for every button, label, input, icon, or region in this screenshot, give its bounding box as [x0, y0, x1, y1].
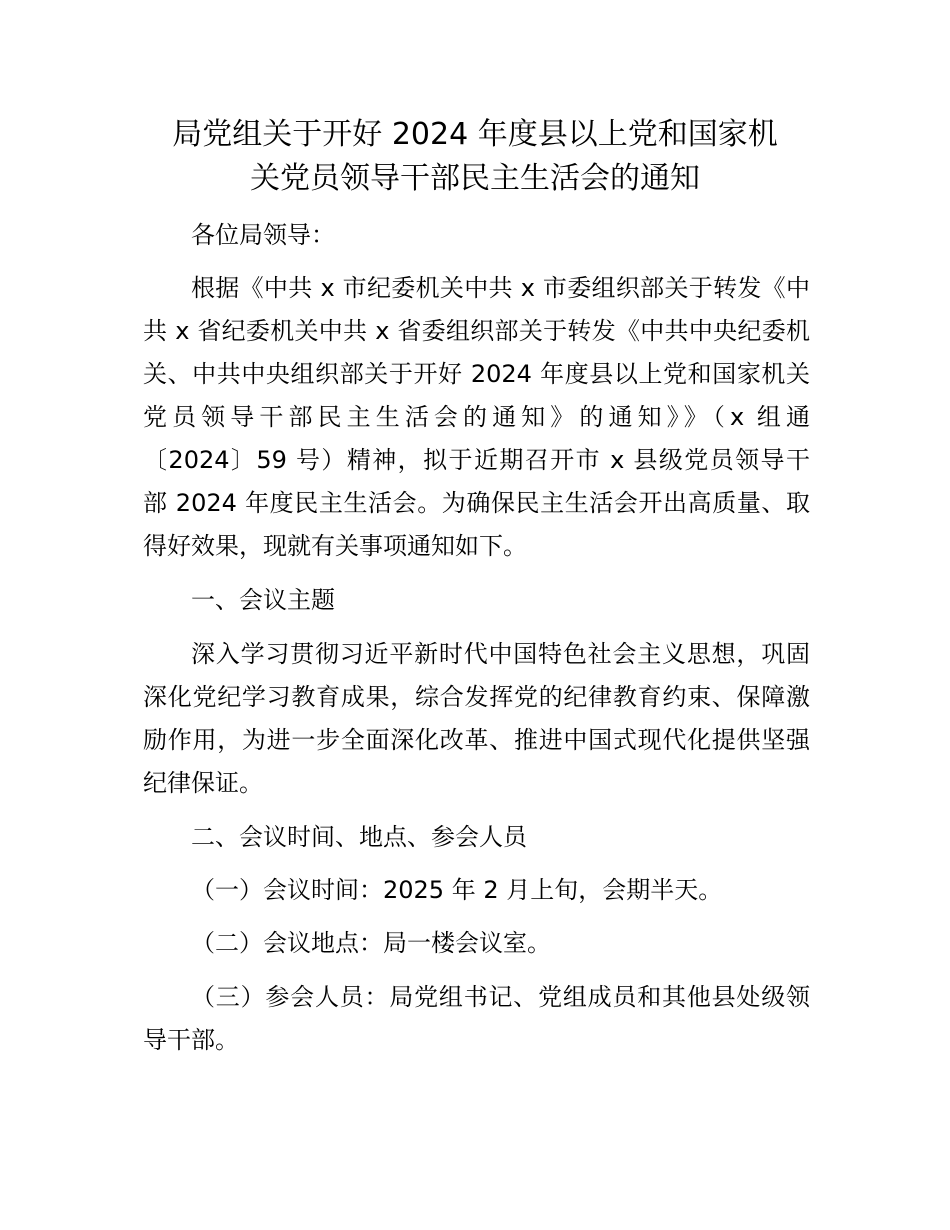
- paragraph-line: 深入学习贯彻习近平新时代中国特色社会主义思想，巩固: [191, 640, 810, 668]
- paragraph-line: 共 x 省纪委机关中共 x 省委组织部关于转发《中共中央纪委机: [143, 317, 810, 345]
- document-title-line-1: 局党组关于开好 2024 年度县以上党和国家机: [172, 117, 778, 152]
- paragraph-line: 关、中共中央组织部关于开好 2024 年度县以上党和国家机关: [143, 360, 810, 388]
- section-heading-1: 一、会议主题: [191, 586, 335, 614]
- document-title-line-2: 关党员领导干部民主生活会的通知: [250, 161, 700, 196]
- paragraph-line: 部 2024 年度民主生活会。为确保民主生活会开出高质量、取: [143, 489, 810, 517]
- paragraph-line: 根据《中共 x 市纪委机关中共 x 市委组织部关于转发《中: [191, 274, 810, 302]
- paragraph-line: 纪律保证。: [143, 769, 263, 797]
- section-heading-2: 二、会议时间、地点、参会人员: [191, 823, 527, 851]
- paragraph-line: 〔2024〕59 号）精神，拟于近期召开市 x 县级党员领导干: [143, 446, 810, 474]
- list-item-continuation: 导干部。: [143, 1026, 239, 1054]
- paragraph-line: 励作用，为进一步全面深化改革、推进中国式现代化提供坚强: [143, 726, 810, 754]
- paragraph-line: 党员领导干部民主生活会的通知》的通知》》（x 组通: [143, 403, 810, 431]
- paragraph-line: 深化党纪学习教育成果，综合发挥党的纪律教育约束、保障激: [143, 683, 810, 711]
- list-item: （三）参会人员：局党组书记、党组成员和其他县处级领: [191, 983, 810, 1011]
- paragraph-line: 得好效果，现就有关事项通知如下。: [143, 532, 527, 560]
- salutation: 各位局领导：: [191, 221, 335, 249]
- list-item: （二）会议地点：局一楼会议室。: [191, 929, 551, 957]
- list-item: （一）会议时间：2025 年 2 月上旬，会期半天。: [191, 876, 723, 904]
